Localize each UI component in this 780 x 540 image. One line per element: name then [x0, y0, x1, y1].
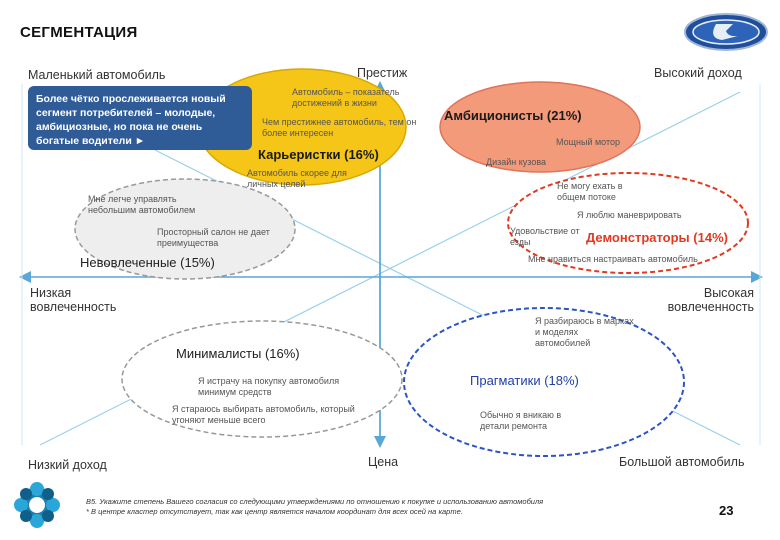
pragmatics-cluster-label: Прагматики (18%)	[470, 373, 579, 388]
page-number: 23	[719, 503, 734, 518]
axis-label-high-involvement: Высокая вовлеченность	[667, 286, 754, 314]
statement-body-design: Дизайн кузова	[486, 157, 547, 167]
statement-traffic: Не могу ехать в общем потоке	[557, 181, 623, 202]
statement-driving-pleasure: Удовольствие от езды	[510, 226, 580, 247]
statement-car-expertise: Я разбираюсь в марках и моделях автомобилей	[535, 316, 634, 348]
minimalists-cluster-label: Минималисты (16%)	[176, 346, 300, 361]
page-title: СЕГМЕНТАЦИЯ	[20, 24, 138, 41]
footnote-remark: * В центре кластер отсутствует, так как центр является началом координат для всех осей на карте.	[86, 507, 463, 516]
statement-minimum-spend: Я истрачу на покупку автомобиля минимум средств	[198, 376, 340, 397]
corner-bottom-center: Цена	[368, 455, 399, 469]
statement-prestige: Чем престижнее автомобиль, тем он более интересен	[262, 117, 417, 138]
statement-small-car: Мне легче управлять небольшим автомобилем	[88, 194, 196, 215]
axis-label-low-involvement: Низкая вовлеченность	[30, 286, 117, 314]
statement-repair-details: Обычно я вникаю в детали ремонта	[480, 410, 562, 431]
statement-theft: Я стараюсь выбирать автомобиль, который угоняют меньше всего	[172, 404, 355, 425]
corner-top-center: Престиж	[357, 66, 408, 80]
demonstrators-cluster-label: Демонстраторы (14%)	[586, 230, 728, 245]
statement-maneuver: Я люблю маневрировать	[577, 210, 682, 220]
statement-tuning: Мне нравиться настраивать автомобиль	[528, 254, 698, 264]
uninvolved-cluster-label: Невовлеченные (15%)	[80, 255, 215, 270]
statement-spacious-interior: Просторный салон не дает преимущества	[157, 227, 270, 248]
career-cluster-label: Карьеристки (16%)	[258, 147, 379, 162]
footnote-question: В5. Укажите степень Вашего согласия со следующими утверждениями по отношению к покупке и использованию автомобиля	[86, 497, 544, 506]
statement-personal-use: Автомобиль скорее для личных целей	[247, 168, 347, 189]
lada-logo-icon	[685, 14, 767, 50]
corner-top-left: Маленький автомобиль	[28, 68, 166, 82]
statement-powerful-engine: Мощный мотор	[556, 137, 621, 147]
footnote	[86, 497, 666, 517]
corner-bottom-right: Большой автомобиль	[619, 455, 745, 469]
insight-callout: Более чётко прослеживается новый сегмент потребителей – молодые, амбициозные, но пока не очень богатые водители ►	[28, 86, 252, 150]
flower-logo-icon	[14, 482, 60, 528]
statement-achievement: Автомобиль – показатель достижений в жизни	[292, 87, 400, 108]
corner-top-right: Высокий доход	[654, 66, 742, 80]
ambitious-cluster-label: Амбиционисты (21%)	[444, 108, 582, 123]
corner-bottom-left: Низкий доход	[28, 458, 107, 472]
